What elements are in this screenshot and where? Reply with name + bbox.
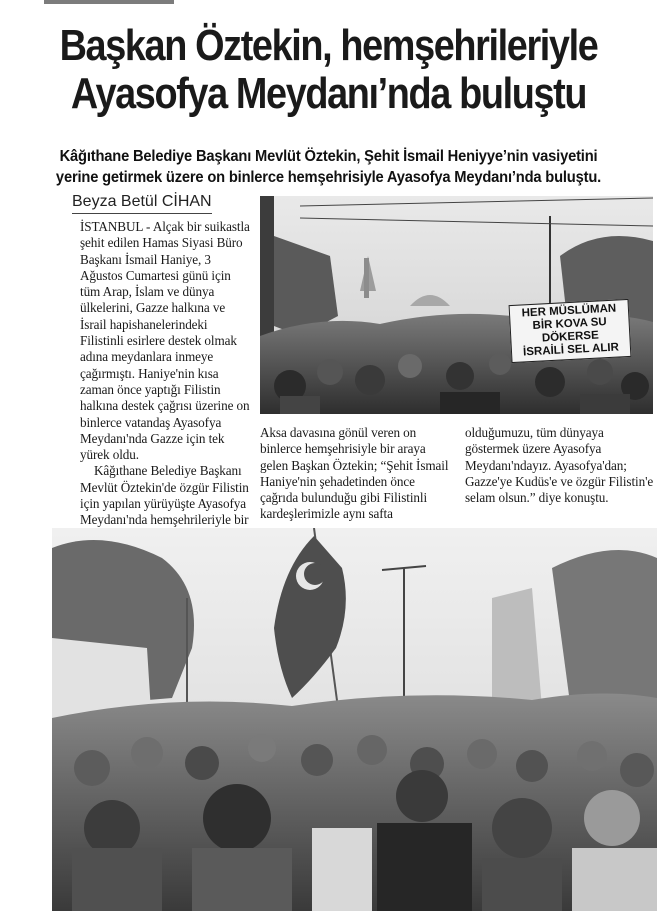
article-column-3-text: olduğumuzu, tüm dünyaya göstermek üzere Ayasofya Meydanı'ndayız. Ayasofya'dan; Gazze'ye Kudüs'e ve özgür Filistin'e selam olsun.” diye konuştu. bbox=[465, 425, 654, 506]
article-column-2-text: Aksa davasına gönül veren on binlerce hemşehrisiyle bir araya gelen Başkan Öztekin; “Şehit İsmail Haniye'nin şehadetinden önce çağrıda bulunduğu gibi Filistinli kardeşlerimizle aynı safta bbox=[260, 425, 449, 522]
subheadline-line-2: yerine getirmek üzere on binlerce hemşehrisiyle Ayasofya Meydanı’nda buluştu. bbox=[55, 169, 602, 186]
headline-line-2: Ayasofya Meydanı’nda buluştu bbox=[70, 69, 587, 118]
protest-sign-line-3: İSRAİLİ SEL ALIR bbox=[522, 341, 620, 359]
protest-sign-line-2: BİR KOVA SU DÖKERSE bbox=[532, 316, 607, 345]
article-column-1 bbox=[80, 219, 254, 545]
headline bbox=[46, 22, 611, 118]
protest-sign bbox=[509, 299, 632, 363]
previous-article-strip bbox=[44, 0, 174, 4]
byline: Beyza Betül CİHAN bbox=[72, 192, 212, 214]
article-column-2 bbox=[260, 425, 452, 523]
subheadline bbox=[26, 146, 630, 188]
rally-photo-sign bbox=[260, 196, 653, 414]
article-column-3 bbox=[465, 425, 657, 506]
article-paragraph-1: İSTANBUL - Alçak bir suikastla şehit edilen Hamas Siyasi Büro Başkanı İsmail Haniye, 3 Ağustos Cumartesi günü için tüm Arap, İslam ve dünya ülkelerini, Gazze halkına ve İsrail hapishanelerindeki Filistinli esirlere destek olmak adına meydanlara inmeye çağırmıştı. Haniye'nin kısa zaman önce yaptığı Filistin halkına destek çağrısı üzerine on binlerce vatandaş Ayasofya Meydanı'nda Gazze için tek yürek oldu. bbox=[80, 219, 250, 463]
subheadline-line-1: Kâğıthane Belediye Başkanı Mevlüt Öztekin, Şehit İsmail Heniyye’nin vasiyetini bbox=[59, 148, 598, 165]
rally-photo-crowd-graphic bbox=[52, 528, 657, 911]
headline-line-1: Başkan Öztekin, hemşehrileriyle bbox=[59, 21, 598, 70]
article-paragraph-2: Kâğıthane Belediye Başkanı Mevlüt Öztekin'de özgür Filistin için yapılan yürüyüşte Ayasofya Meydanı'nda hemşehrileriyle bir bbox=[80, 463, 249, 528]
protest-sign-line-1: HER MÜSLÜMAN bbox=[521, 302, 617, 320]
rally-photo-crowd bbox=[52, 528, 657, 911]
